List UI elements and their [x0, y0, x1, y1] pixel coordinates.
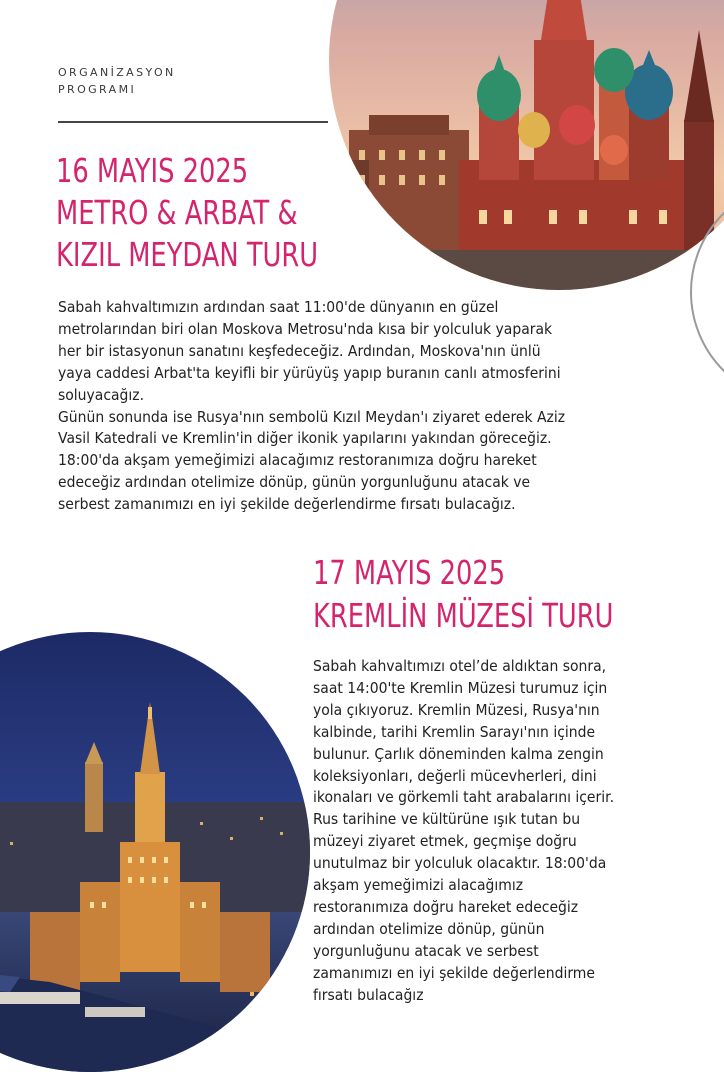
- day1-title: [56, 150, 318, 276]
- body-line: akşam yemeğimizi alacağımız: [313, 876, 524, 895]
- body-line: Rus tarihine ve kültürüne ışık tutan bu: [313, 810, 581, 829]
- body-line: Vasil Katedrali ve Kremlin'in diğer ikonik yapılarını yakından göreceğiz.: [58, 429, 552, 448]
- day2-description: [313, 656, 637, 1007]
- moscow-night-photo: [0, 632, 310, 1072]
- body-line: koleksiyonları, değerli mücevherleri, dini: [313, 766, 597, 785]
- body-line: zamanımızı en iyi şekilde değerlendirme: [313, 963, 595, 982]
- body-line: soluyacağız.: [58, 385, 145, 404]
- body-line: saat 14:00'te Kremlin Müzesi turumuz için: [313, 678, 608, 697]
- body-line: bulunur. Çarlık döneminden kalma zengin: [313, 744, 604, 763]
- title-line: METRO & ARBAT &: [56, 193, 298, 232]
- body-line: her bir istasyonun sanatını keşfedeceğiz. Ardından, Moskova'nın ünlü: [58, 341, 541, 360]
- body-line: edeceğiz ardından otelimize dönüp, günün yorgunluğunu atacak ve: [58, 473, 531, 492]
- body-line: ikonaları ve görkemli taht arabalarını içerir.: [313, 788, 615, 807]
- body-line: unutulmaz bir yolculuk olacaktır. 18:00'da: [313, 854, 607, 873]
- eyebrow-line: PROGRAMI: [58, 83, 137, 96]
- body-line: yaya caddesi Arbat'ta keyifli bir yürüyüş yapıp buranın canlı atmosferini: [58, 363, 561, 382]
- body-line: serbest zamanımızı en iyi şekilde değerlendirme fırsatı bulacağız.: [58, 495, 516, 514]
- divider-rule: [58, 121, 328, 123]
- body-line: Sabah kahvaltımızın ardından saat 11:00'de dünyanın en güzel: [58, 298, 499, 316]
- day1-description: [58, 297, 603, 516]
- body-line: metrolarından biri olan Moskova Metrosu'nda kısa bir yolculuk yaparak: [58, 319, 553, 338]
- body-line: restoranımıza doğru hareket edeceğiz: [313, 897, 579, 916]
- body-line: 18:00'da akşam yemeğimizi alacağımız restoranımıza doğru hareket: [58, 451, 537, 470]
- body-line: fırsatı bulacağız: [313, 985, 424, 1004]
- body-line: Sabah kahvaltımızı otel’de aldıktan sonra,: [313, 657, 607, 675]
- body-line: kalbinde, tarihi Kremlin Sarayı'nın içinde: [313, 722, 596, 741]
- title-line: 17 MAYIS 2025: [313, 553, 506, 592]
- title-line: KREMLİN MÜZESİ TURU: [313, 596, 614, 635]
- body-line: yorgunluğunu atacak ve serbest: [313, 941, 539, 960]
- body-line: müzeyi ziyaret etmek, geçmişe doğru: [313, 832, 577, 851]
- title-line: 16 MAYIS 2025: [56, 151, 249, 190]
- day2-title: [313, 551, 614, 637]
- body-line: yola çıkıyoruz. Kremlin Müzesi, Rusya'nın: [313, 700, 600, 719]
- eyebrow-line: ORGANİZASYON: [58, 66, 176, 79]
- title-line: KIZIL MEYDAN TURU: [56, 235, 319, 274]
- cathedral-photo: [329, 0, 724, 290]
- body-line: ardından otelimize dönüp, günün: [313, 919, 545, 938]
- body-line: Günün sonunda ise Rusya'nın sembolü Kızıl Meydan'ı ziyaret ederek Aziz: [58, 407, 566, 426]
- section-eyebrow: [58, 64, 176, 98]
